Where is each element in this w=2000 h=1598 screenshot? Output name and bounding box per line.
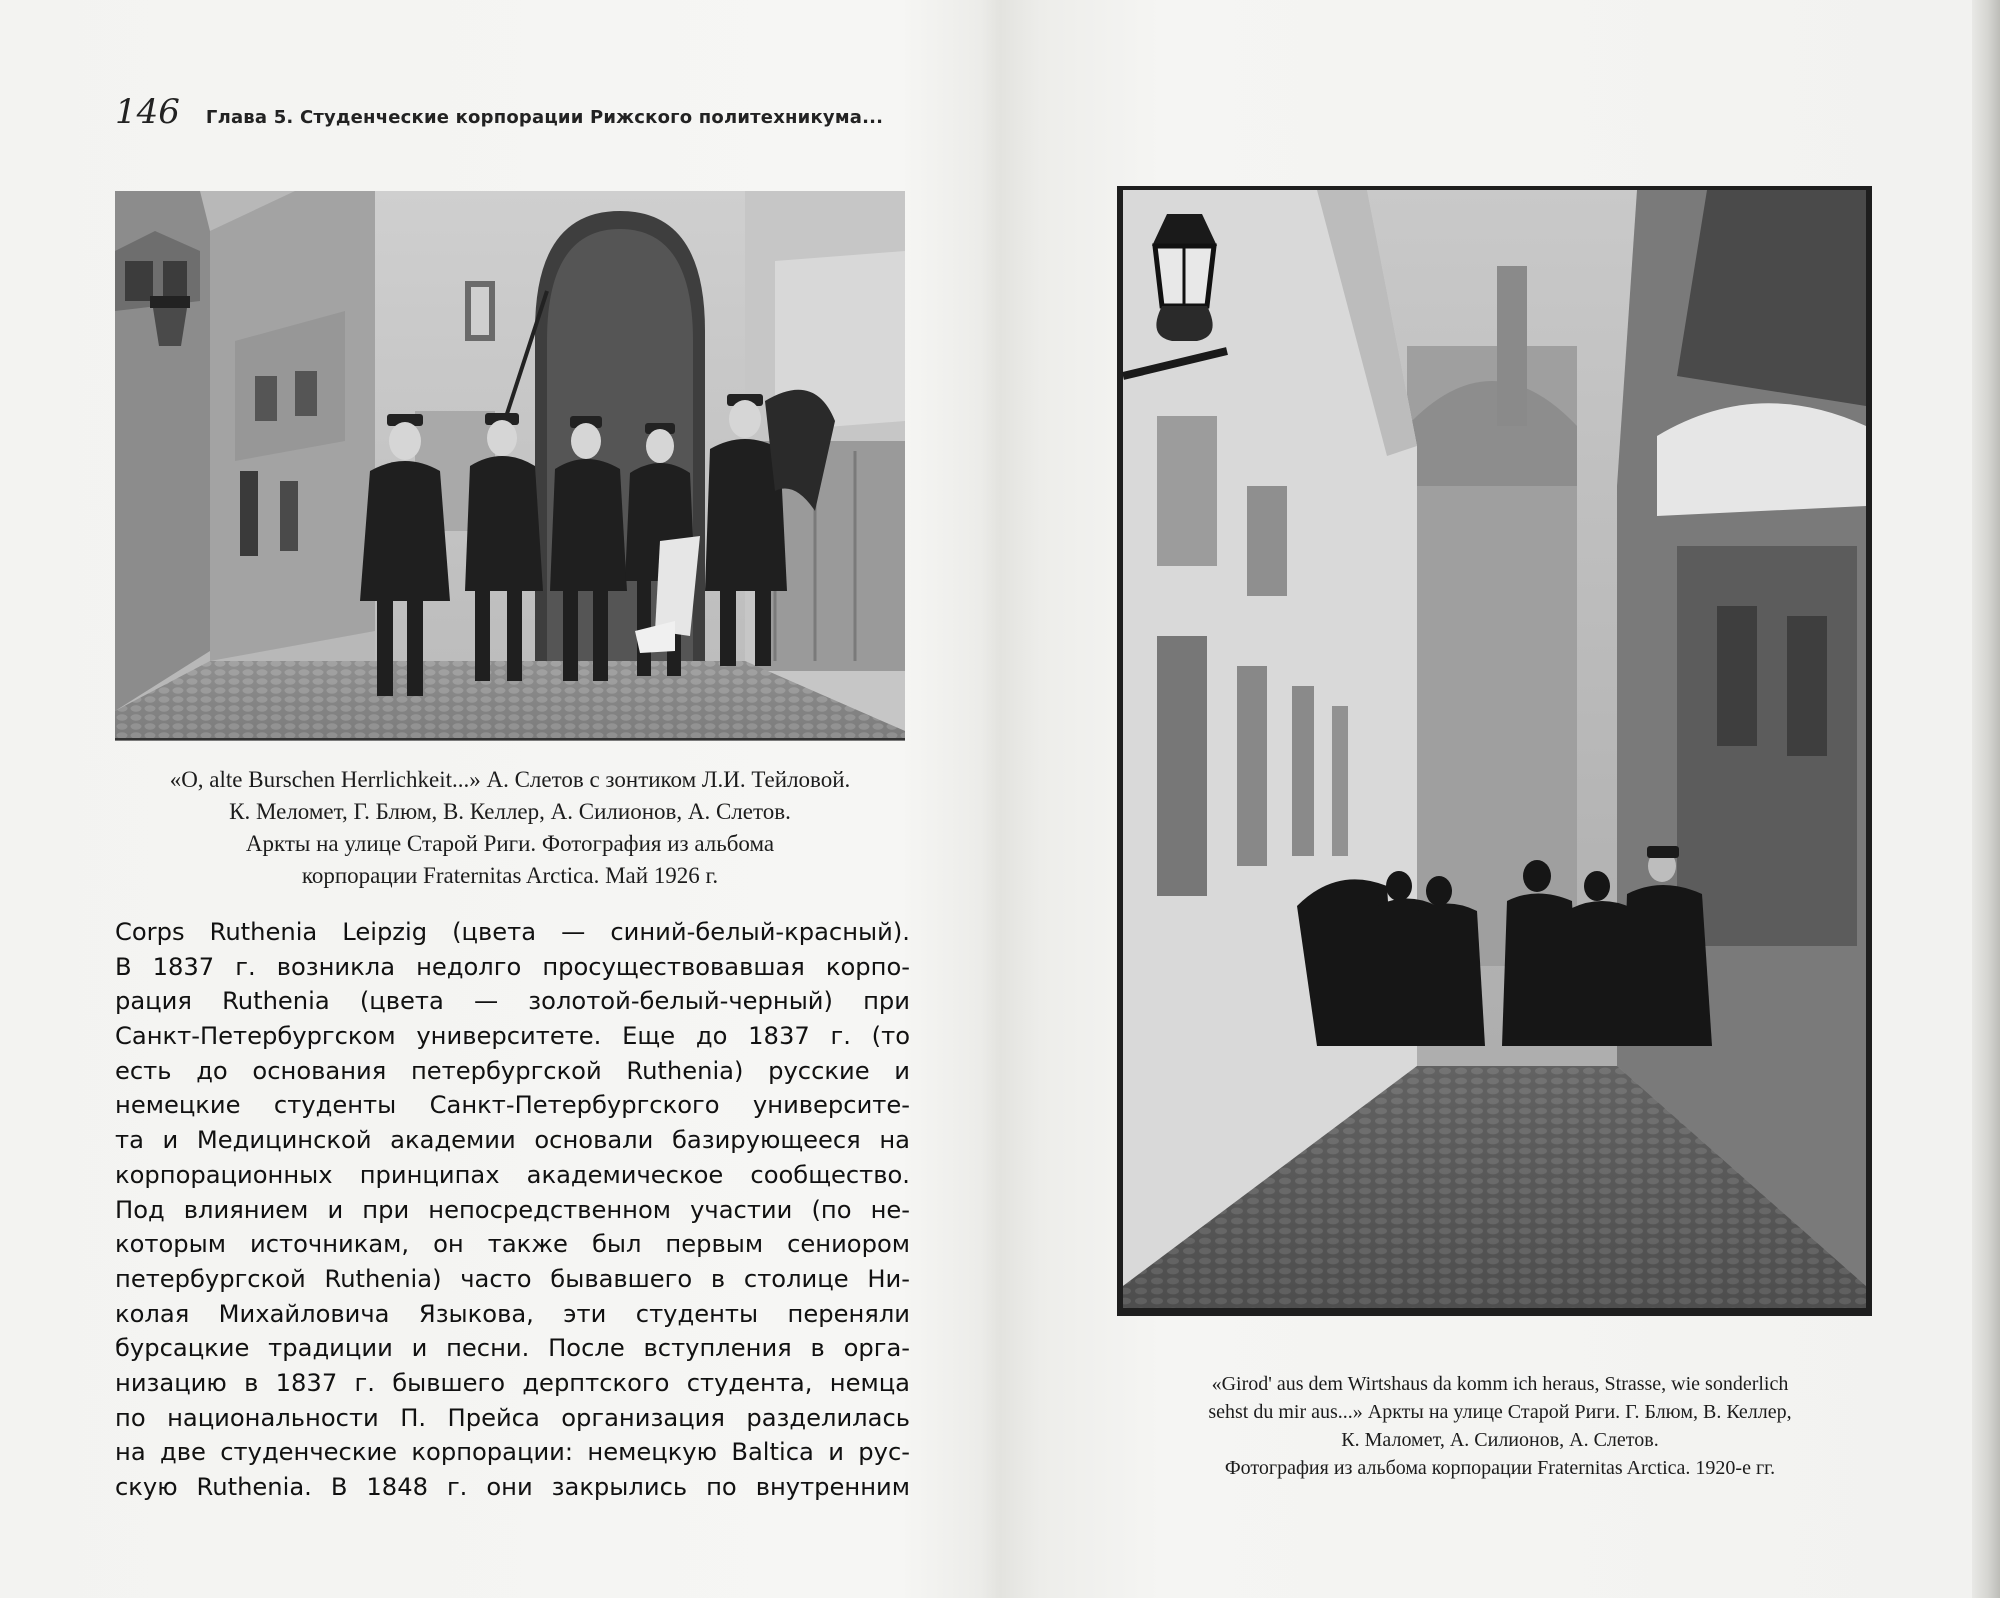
caption-left-line: Аркты на улице Старой Риги. Фотография из альбома — [245, 831, 775, 856]
body-line: Под влиянием и при непосредственном участии (по не- — [115, 1195, 910, 1224]
caption-left-line: К. Меломет, Г. Блюм, В. Келлер, А. Силионов, А. Слетов. — [229, 799, 791, 824]
photo-left-image — [115, 191, 905, 741]
body-line: на две студенческие корпорации: немецкую Baltica и рус- — [115, 1438, 910, 1467]
chapter-title: Глава 5. Студенческие корпорации Рижского политехникума... — [205, 107, 884, 128]
photo-right-image — [1117, 186, 1872, 1316]
body-line: корпорационных принципах академическое сообщество. — [115, 1160, 910, 1189]
caption-left-line: корпорации Fraternitas Arctica. Май 1926 г. — [301, 863, 719, 888]
body-line: петербургской Ruthenia) часто бывавшего в столице Ни- — [115, 1264, 910, 1293]
body-text — [115, 915, 910, 1505]
body-line: низацию в 1837 г. бывшего дерптского студента, немца — [115, 1368, 910, 1397]
caption-left-line: «O, alte Burschen Herrlichkeit...» А. Слетов с зонтиком Л.И. Тейловой. — [169, 767, 851, 792]
body-line: та и Медицинской академии основали базирующееся на — [115, 1126, 910, 1155]
page-number: 146 — [115, 92, 180, 132]
caption-right-line: Фотография из альбома корпорации Fraternitas Arctica. 1920-е гг. — [1224, 1457, 1776, 1479]
body-line: Санкт-Петербургском университете. Еще до 1837 г. (то — [115, 1022, 910, 1051]
body-line: по национальности П. Прейса организация разделилась — [115, 1403, 910, 1432]
photo-students-in-narrow-street — [1117, 186, 1872, 1316]
caption-right-line: К. Маломет, А. Силионов, А. Слетов. — [1341, 1429, 1659, 1451]
running-header — [115, 92, 935, 142]
body-line: немецкие студенты Санкт-Петербургского университе- — [115, 1091, 910, 1120]
page-edge — [1972, 0, 2000, 1598]
body-line: есть до основания петербургской Ruthenia) русские и — [115, 1056, 910, 1085]
caption-left — [100, 764, 920, 892]
caption-right-line: «Girod' aus dem Wirtshaus da komm ich heraus, Strasse, wie sonderlich — [1211, 1373, 1789, 1395]
photo-students-under-arch — [115, 191, 905, 741]
body-line: рация Ruthenia (цвета — золотой-белый-черный) при — [115, 987, 910, 1016]
body-line: колая Михайловича Языкова, эти студенты переняли — [115, 1299, 910, 1328]
body-line: бурсацкие традиции и песни. После вступления в орга- — [115, 1334, 910, 1363]
body-line: В 1837 г. возникла недолго просуществовавшая корпо- — [115, 952, 910, 981]
body-line: скую Ruthenia. В 1848 г. они закрылись по внутренним — [115, 1473, 910, 1501]
caption-right — [1105, 1370, 1895, 1482]
body-line: которым источникам, он также был первым сениором — [115, 1230, 910, 1259]
caption-right-line: sehst du mir aus...» Аркты на улице Старой Риги. Г. Блюм, В. Келлер, — [1208, 1401, 1792, 1423]
body-line: Corps Ruthenia Leipzig (цвета — синий-белый-красный). — [115, 918, 910, 946]
